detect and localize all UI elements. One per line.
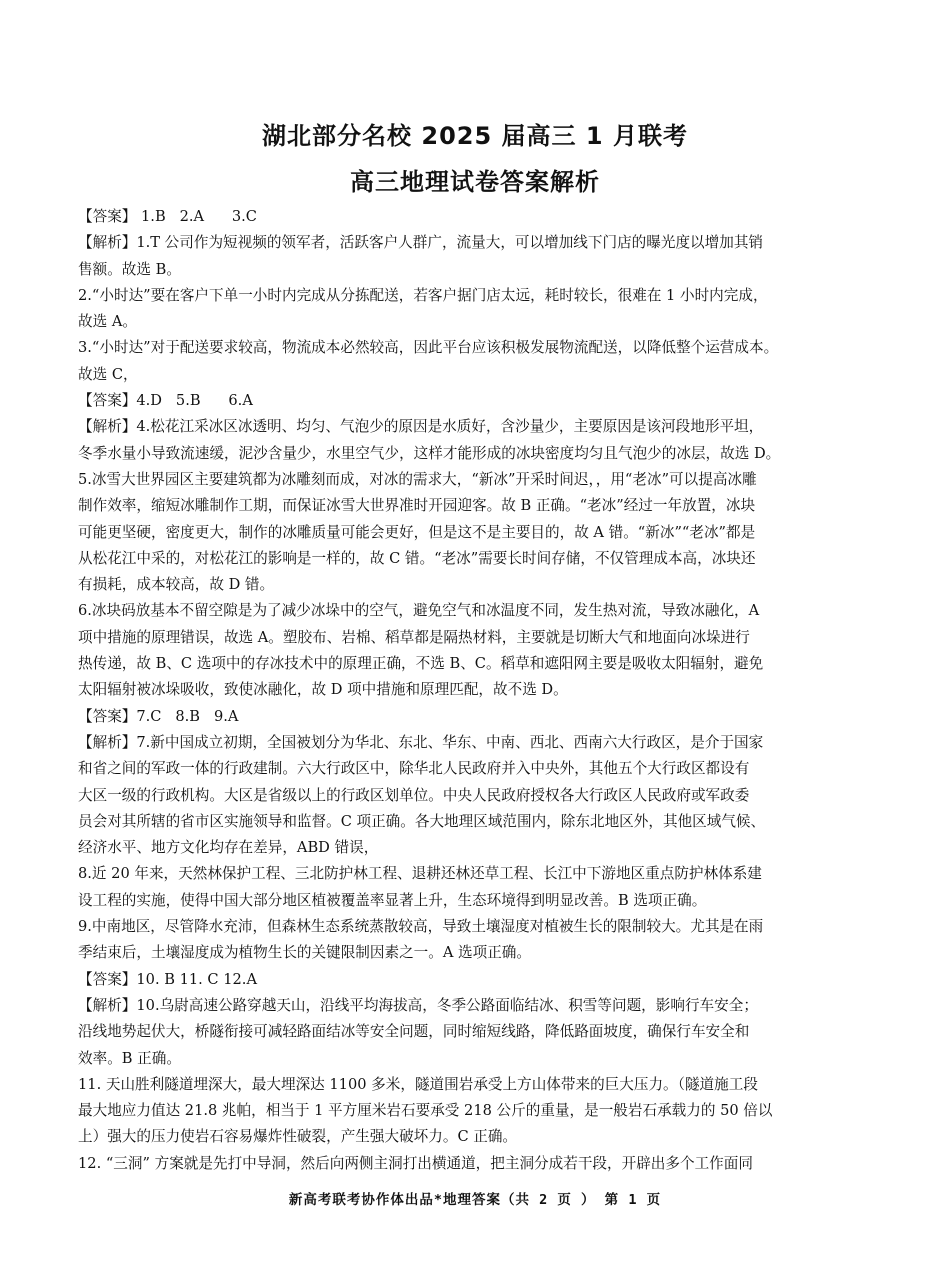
text-line: 【答案】4.D 5.B 6.A <box>78 392 253 410</box>
text-line: 上）强大的压力使岩石容易爆炸性破裂，产生强大破坏力。C 正确。 <box>78 1128 518 1146</box>
text-line: 2.“小时达”要在客户下单一小时内完成从分拣配送，若客户据门店太远，耗时较长，很难在 1 小时内完成， <box>78 286 768 304</box>
text-line: 从松花江中采的，对松花江的影响是一样的，故 C 错。“老冰”需要长时间存储，不仅管理成本高，冰块还 <box>78 549 756 567</box>
text-line: 【解析】10.乌尉高速公路穿越天山，沿线平均海拔高，冬季公路面临结冰、积雪等问题，影响行车安全； <box>78 996 758 1014</box>
text-line: 设工程的实施，使得中国大部分地区植被覆盖率显著上升，生态环境得到明显改善。B 选项正确。 <box>78 891 707 909</box>
text-line: 9.中南地区，尽管降水充沛，但森林生态系统蒸散较高，导致土壤湿度对植被生长的限制较大。尤其是在雨 <box>78 918 764 936</box>
text-line: 售额。故选 B。 <box>78 260 181 278</box>
page-subtitle: 高三地理试卷答案解析 <box>350 168 600 196</box>
text-line: 最大地应力值达 21.8 兆帕，相当于 1 平方厘米岩石要承受 218 公斤的重量，是一般岩石承载力的 50 倍以 <box>78 1102 773 1120</box>
text-line: 太阳辐射被冰垛吸收，致使冰融化，故 D 项中措施和原理匹配，故不选 D。 <box>78 681 568 699</box>
text-line: 有损耗，成本较高，故 D 错。 <box>78 576 275 594</box>
text-line: 季结束后，土壤湿度成为植物生长的关键限制因素之一。A 选项正确。 <box>78 944 531 962</box>
page-title: 湖北部分名校 2025 届高三 1 月联考 <box>262 122 688 150</box>
text-line: 员会对其所辖的省市区实施领导和监督。C 项正确。各大地理区域范围内，除东北地区外，其他区域气候、 <box>78 812 766 830</box>
text-line: 11. 天山胜利隧道埋深大，最大埋深达 1100 多米，隧道围岩承受上方山体带来的巨大压力。（隧道施工段 <box>78 1075 758 1093</box>
text-line: 经济水平、地方文化均存在差异，ABD 错误， <box>78 839 379 857</box>
text-line: 制作效率，缩短冰雕制作工期，而保证冰雪大世界准时开园迎客。故 B 正确。“老冰”经过一年放置，冰块 <box>78 497 756 515</box>
text-line: 故选 C， <box>78 365 138 383</box>
text-line: 热传递，故 B、C 选项中的存冰技术中的原理正确，不选 B、C。稻草和遮阳网主要是吸收太阳辐射，避免 <box>78 655 764 673</box>
text-line: 【解析】4.松花江采冰区冰透明、均匀、气泡少的原因是水质好，含沙量少，主要原因是该河段地形平坦， <box>78 418 764 436</box>
text-line: 可能更坚硬，密度更大，制作的冰雕质量可能会更好，但是这不是主要目的，故 A 错。“新冰”“老冰”都是 <box>78 523 756 541</box>
page-footer: 新高考联考协作体出品*地理答案（共 2 页 ） 第 1 页 <box>288 1192 662 1208</box>
text-line: 沿线地势起伏大，桥隧衔接可减轻路面结冰等安全问题，同时缩短线路，降低路面坡度，确保行车安全和 <box>78 1023 750 1041</box>
text-line: 冬季水量小导致流速缓，泥沙含量少，水里空气少，这样才能形成的冰块密度均匀且气泡少的冰层，故选 D。 <box>78 444 781 462</box>
text-line: 和省之间的军政一体的行政建制。六大行政区中，除华北人民政府并入中央外，其他五个大行政区都设有 <box>78 760 750 778</box>
text-line: 【答案】7.C 8.B 9.A <box>78 707 239 725</box>
text-line: 效率。B 正确。 <box>78 1049 181 1067</box>
text-line: 3.“小时达”对于配送要求较高，物流成本必然较高，因此平台应该积极发展物流配送，以降低整个运营成本。 <box>78 339 779 357</box>
text-line: 6.冰块码放基本不留空隙是为了减少冰垛中的空气，避免空气和冰温度不同，发生热对流，导致冰融化，A <box>78 602 760 620</box>
text-line: 故选 A。 <box>78 313 137 331</box>
text-line: 【答案】 1.B 2.A 3.C <box>78 208 257 225</box>
text-line: 项中措施的原理错误，故选 A。塑胶布、岩棉、稻草都是隔热材料，主要就是切断大气和地面向冰垛进行 <box>78 628 750 646</box>
text-line: 【解析】1.T 公司作为短视频的领军者，活跃客户人群广，流量大，可以增加线下门店的曝光度以增加其销 <box>78 234 764 252</box>
text-line: 大区一级的行政机构。大区是省级以上的行政区划单位。中央人民政府授权各大行政区人民政府或军政委 <box>78 786 750 804</box>
answer-body <box>78 204 872 1177</box>
text-line: 8.近 20 年来，天然林保护工程、三北防护林工程、退耕还林还草工程、长江中下游地区重点防护林体系建 <box>78 865 762 883</box>
text-line: 【解析】7.新中国成立初期，全国被划分为华北、东北、华东、中南、西北、西南六大行政区，是介于国家 <box>78 733 764 751</box>
text-line: 12. “三洞” 方案就是先打中导洞，然后向两侧主洞打出横通道，把主洞分成若干段，开辟出多个工作面同 <box>78 1154 753 1172</box>
text-line: 【答案】10. B 11. C 12.A <box>78 970 257 988</box>
text-line: 5.冰雪大世界园区主要建筑都为冰雕刻而成，对冰的需求大，“新冰”开采时间迟，，用“老冰”可以提高冰雕 <box>78 470 757 488</box>
